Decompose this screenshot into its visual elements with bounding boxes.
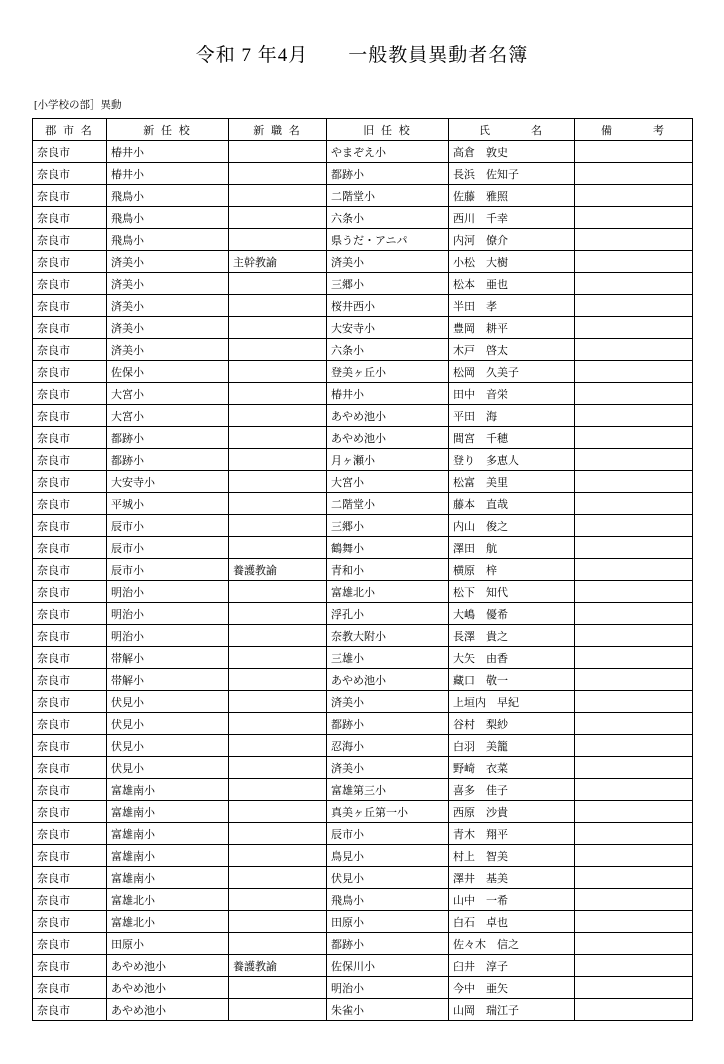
cell-city: 奈良市 — [33, 185, 107, 207]
cell-old-school: 登美ヶ丘小 — [327, 361, 449, 383]
cell-note — [575, 625, 693, 647]
table-row — [33, 669, 693, 691]
cell-city: 奈良市 — [33, 383, 107, 405]
table-row — [33, 625, 693, 647]
cell-new-post — [229, 603, 327, 625]
cell-old-school: 辰市小 — [327, 823, 449, 845]
cell-new-school: 明治小 — [107, 581, 229, 603]
cell-name: 登り 多恵人 — [449, 449, 575, 471]
cell-old-school: 田原小 — [327, 911, 449, 933]
cell-old-school: 青和小 — [327, 559, 449, 581]
cell-name: 村上 智美 — [449, 845, 575, 867]
table-row — [33, 977, 693, 999]
cell-new-post — [229, 581, 327, 603]
cell-new-post — [229, 999, 327, 1021]
cell-note — [575, 141, 693, 163]
cell-old-school: 大安寺小 — [327, 317, 449, 339]
cell-new-post: 養護教諭 — [229, 955, 327, 977]
cell-name: 山岡 瑞江子 — [449, 999, 575, 1021]
cell-old-school: 三郷小 — [327, 273, 449, 295]
table-row — [33, 493, 693, 515]
cell-name: 田中 音栄 — [449, 383, 575, 405]
cell-new-post — [229, 647, 327, 669]
cell-new-school: 伏見小 — [107, 757, 229, 779]
cell-name: 大嶋 優希 — [449, 603, 575, 625]
table-row — [33, 735, 693, 757]
cell-city: 奈良市 — [33, 977, 107, 999]
cell-new-post — [229, 163, 327, 185]
table-row — [33, 339, 693, 361]
cell-new-school: 明治小 — [107, 603, 229, 625]
cell-name: 藏口 敬一 — [449, 669, 575, 691]
cell-old-school: 県うだ・アニパ — [327, 229, 449, 251]
cell-note — [575, 559, 693, 581]
cell-note — [575, 955, 693, 977]
cell-city: 奈良市 — [33, 163, 107, 185]
cell-new-post — [229, 735, 327, 757]
cell-name: 半田 孝 — [449, 295, 575, 317]
cell-note — [575, 603, 693, 625]
cell-old-school: 飛鳥小 — [327, 889, 449, 911]
transfer-roster-table — [32, 118, 693, 1021]
cell-name: 青木 翔平 — [449, 823, 575, 845]
table-row — [33, 405, 693, 427]
table-row — [33, 845, 693, 867]
table-row — [33, 317, 693, 339]
cell-new-school: 辰市小 — [107, 515, 229, 537]
cell-note — [575, 207, 693, 229]
cell-note — [575, 977, 693, 999]
cell-note — [575, 713, 693, 735]
cell-old-school: 明治小 — [327, 977, 449, 999]
table-row — [33, 251, 693, 273]
cell-old-school: あやめ池小 — [327, 427, 449, 449]
cell-old-school: 済美小 — [327, 757, 449, 779]
cell-city: 奈良市 — [33, 449, 107, 471]
cell-name: 白羽 美籠 — [449, 735, 575, 757]
cell-new-post — [229, 471, 327, 493]
cell-note — [575, 933, 693, 955]
cell-new-school: 都跡小 — [107, 427, 229, 449]
cell-city: 奈良市 — [33, 273, 107, 295]
cell-old-school: 桜井西小 — [327, 295, 449, 317]
cell-new-post — [229, 537, 327, 559]
cell-name: 谷村 梨紗 — [449, 713, 575, 735]
cell-new-school: 辰市小 — [107, 537, 229, 559]
table-row — [33, 889, 693, 911]
cell-city: 奈良市 — [33, 251, 107, 273]
cell-new-post — [229, 911, 327, 933]
cell-note — [575, 735, 693, 757]
cell-city: 奈良市 — [33, 823, 107, 845]
cell-new-school: 田原小 — [107, 933, 229, 955]
cell-city: 奈良市 — [33, 405, 107, 427]
cell-name: 喜多 佳子 — [449, 779, 575, 801]
cell-note — [575, 383, 693, 405]
cell-note — [575, 867, 693, 889]
cell-note — [575, 493, 693, 515]
cell-new-school: 済美小 — [107, 273, 229, 295]
cell-old-school: 浮孔小 — [327, 603, 449, 625]
cell-city: 奈良市 — [33, 581, 107, 603]
cell-new-school: 済美小 — [107, 339, 229, 361]
cell-new-school: 富雄南小 — [107, 779, 229, 801]
cell-name: 西川 千幸 — [449, 207, 575, 229]
cell-new-post — [229, 625, 327, 647]
cell-city: 奈良市 — [33, 317, 107, 339]
cell-city: 奈良市 — [33, 757, 107, 779]
cell-old-school: 都跡小 — [327, 163, 449, 185]
cell-note — [575, 229, 693, 251]
cell-name: 澤田 航 — [449, 537, 575, 559]
cell-name: 今中 亜矢 — [449, 977, 575, 999]
cell-note — [575, 317, 693, 339]
cell-note — [575, 295, 693, 317]
cell-new-school: 平城小 — [107, 493, 229, 515]
table-row — [33, 801, 693, 823]
cell-old-school: 済美小 — [327, 251, 449, 273]
cell-city: 奈良市 — [33, 625, 107, 647]
cell-new-school: 飛鳥小 — [107, 185, 229, 207]
cell-old-school: 鳥見小 — [327, 845, 449, 867]
table-row — [33, 691, 693, 713]
cell-old-school: やまぞえ小 — [327, 141, 449, 163]
cell-city: 奈良市 — [33, 207, 107, 229]
cell-new-post — [229, 273, 327, 295]
column-header-new-school: 新 任 校 — [107, 119, 229, 141]
cell-note — [575, 999, 693, 1021]
cell-new-school: 済美小 — [107, 295, 229, 317]
cell-new-school: あやめ池小 — [107, 955, 229, 977]
cell-note — [575, 779, 693, 801]
table-row — [33, 603, 693, 625]
cell-new-school: 富雄南小 — [107, 801, 229, 823]
cell-new-post — [229, 229, 327, 251]
cell-name: 臼井 淳子 — [449, 955, 575, 977]
cell-new-post — [229, 691, 327, 713]
cell-city: 奈良市 — [33, 339, 107, 361]
cell-old-school: 三雄小 — [327, 647, 449, 669]
cell-new-post — [229, 757, 327, 779]
cell-old-school: 奈教大附小 — [327, 625, 449, 647]
cell-new-school: 富雄北小 — [107, 911, 229, 933]
cell-note — [575, 801, 693, 823]
column-header-old-school: 旧 任 校 — [327, 119, 449, 141]
cell-city: 奈良市 — [33, 559, 107, 581]
cell-old-school: 伏見小 — [327, 867, 449, 889]
cell-city: 奈良市 — [33, 735, 107, 757]
cell-new-school: 佐保小 — [107, 361, 229, 383]
cell-name: 野崎 衣菜 — [449, 757, 575, 779]
cell-city: 奈良市 — [33, 603, 107, 625]
table-row — [33, 427, 693, 449]
cell-city: 奈良市 — [33, 933, 107, 955]
table-row — [33, 229, 693, 251]
table-row — [33, 383, 693, 405]
cell-new-post — [229, 207, 327, 229]
cell-name: 大矢 由香 — [449, 647, 575, 669]
cell-new-post — [229, 977, 327, 999]
cell-city: 奈良市 — [33, 889, 107, 911]
table-row — [33, 515, 693, 537]
cell-note — [575, 581, 693, 603]
cell-note — [575, 251, 693, 273]
cell-name: 藤本 直哉 — [449, 493, 575, 515]
cell-note — [575, 669, 693, 691]
cell-new-school: 飛鳥小 — [107, 207, 229, 229]
table-row — [33, 823, 693, 845]
cell-name: 平田 海 — [449, 405, 575, 427]
cell-city: 奈良市 — [33, 493, 107, 515]
cell-note — [575, 163, 693, 185]
cell-note — [575, 515, 693, 537]
cell-city: 奈良市 — [33, 669, 107, 691]
table-header-row — [33, 119, 693, 141]
table-row — [33, 955, 693, 977]
cell-old-school: 鶴舞小 — [327, 537, 449, 559]
cell-note — [575, 845, 693, 867]
cell-old-school: 富雄第三小 — [327, 779, 449, 801]
cell-note — [575, 273, 693, 295]
table-row — [33, 207, 693, 229]
cell-note — [575, 361, 693, 383]
cell-old-school: 忍海小 — [327, 735, 449, 757]
document-page — [0, 40, 724, 1064]
cell-new-post — [229, 449, 327, 471]
cell-new-post — [229, 933, 327, 955]
cell-old-school: 六条小 — [327, 339, 449, 361]
cell-city: 奈良市 — [33, 427, 107, 449]
cell-old-school: 六条小 — [327, 207, 449, 229]
cell-city: 奈良市 — [33, 537, 107, 559]
cell-new-post — [229, 295, 327, 317]
cell-old-school: 都跡小 — [327, 933, 449, 955]
cell-name: 上垣内 早紀 — [449, 691, 575, 713]
cell-name: 松本 亜也 — [449, 273, 575, 295]
cell-note — [575, 537, 693, 559]
page-title: 令和 7 年4月 一般教員異動者名簿 — [195, 45, 529, 66]
cell-note — [575, 427, 693, 449]
cell-note — [575, 405, 693, 427]
column-header-name: 氏 名 — [449, 119, 575, 141]
column-header-new-post: 新 職 名 — [229, 119, 327, 141]
table-row — [33, 911, 693, 933]
cell-new-school: 帯解小 — [107, 647, 229, 669]
cell-new-post — [229, 185, 327, 207]
table-header — [33, 119, 693, 141]
cell-name: 白石 卓也 — [449, 911, 575, 933]
table-row — [33, 163, 693, 185]
table-body — [33, 141, 693, 1021]
table-row — [33, 141, 693, 163]
cell-city: 奈良市 — [33, 867, 107, 889]
cell-new-school: 富雄南小 — [107, 823, 229, 845]
cell-old-school: 富雄北小 — [327, 581, 449, 603]
cell-old-school: 椿井小 — [327, 383, 449, 405]
cell-old-school: 三郷小 — [327, 515, 449, 537]
cell-new-school: 伏見小 — [107, 691, 229, 713]
table-row — [33, 867, 693, 889]
cell-name: 木戸 啓太 — [449, 339, 575, 361]
table-row — [33, 471, 693, 493]
cell-note — [575, 471, 693, 493]
cell-city: 奈良市 — [33, 647, 107, 669]
cell-name: 山中 一希 — [449, 889, 575, 911]
cell-old-school: 大宮小 — [327, 471, 449, 493]
cell-new-post — [229, 339, 327, 361]
cell-note — [575, 449, 693, 471]
cell-new-post — [229, 515, 327, 537]
cell-name: 松富 美里 — [449, 471, 575, 493]
cell-city: 奈良市 — [33, 229, 107, 251]
cell-new-school: 富雄南小 — [107, 867, 229, 889]
cell-new-post — [229, 889, 327, 911]
cell-new-school: 辰市小 — [107, 559, 229, 581]
cell-new-school: 伏見小 — [107, 713, 229, 735]
cell-name: 小松 大樹 — [449, 251, 575, 273]
cell-note — [575, 757, 693, 779]
table-row — [33, 647, 693, 669]
cell-name: 内山 俊之 — [449, 515, 575, 537]
cell-name: 西原 沙貴 — [449, 801, 575, 823]
cell-name: 澤井 基美 — [449, 867, 575, 889]
cell-city: 奈良市 — [33, 955, 107, 977]
cell-new-post — [229, 867, 327, 889]
cell-old-school: 済美小 — [327, 691, 449, 713]
cell-new-post — [229, 405, 327, 427]
cell-city: 奈良市 — [33, 999, 107, 1021]
table-row — [33, 537, 693, 559]
cell-new-school: 富雄南小 — [107, 845, 229, 867]
cell-new-post — [229, 427, 327, 449]
table-row — [33, 933, 693, 955]
cell-new-school: 大宮小 — [107, 383, 229, 405]
cell-note — [575, 339, 693, 361]
cell-name: 松岡 久美子 — [449, 361, 575, 383]
cell-new-post — [229, 823, 327, 845]
table-row — [33, 295, 693, 317]
table-row — [33, 779, 693, 801]
cell-new-school: あやめ池小 — [107, 999, 229, 1021]
cell-note — [575, 889, 693, 911]
table-row — [33, 713, 693, 735]
cell-new-school: 大宮小 — [107, 405, 229, 427]
cell-name: 内河 僚介 — [449, 229, 575, 251]
cell-name: 横原 梓 — [449, 559, 575, 581]
cell-new-school: 済美小 — [107, 317, 229, 339]
cell-name: 豊岡 耕平 — [449, 317, 575, 339]
cell-city: 奈良市 — [33, 801, 107, 823]
cell-note — [575, 647, 693, 669]
cell-new-school: 明治小 — [107, 625, 229, 647]
cell-new-school: あやめ池小 — [107, 977, 229, 999]
cell-new-post: 主幹教諭 — [229, 251, 327, 273]
cell-new-post — [229, 383, 327, 405]
cell-city: 奈良市 — [33, 691, 107, 713]
cell-city: 奈良市 — [33, 361, 107, 383]
cell-old-school: あやめ池小 — [327, 405, 449, 427]
cell-new-school: 椿井小 — [107, 163, 229, 185]
table-row — [33, 999, 693, 1021]
cell-old-school: あやめ池小 — [327, 669, 449, 691]
cell-city: 奈良市 — [33, 845, 107, 867]
cell-city: 奈良市 — [33, 295, 107, 317]
cell-city: 奈良市 — [33, 141, 107, 163]
cell-new-school: 済美小 — [107, 251, 229, 273]
section-label: [小学校の部］異動 — [34, 100, 122, 111]
cell-old-school: 佐保川小 — [327, 955, 449, 977]
cell-name: 間宮 千穂 — [449, 427, 575, 449]
column-header-note: 備 考 — [575, 119, 693, 141]
cell-new-school: 都跡小 — [107, 449, 229, 471]
table-row — [33, 449, 693, 471]
cell-name: 松下 知代 — [449, 581, 575, 603]
cell-note — [575, 911, 693, 933]
table-row — [33, 559, 693, 581]
cell-new-post — [229, 141, 327, 163]
cell-old-school: 都跡小 — [327, 713, 449, 735]
cell-new-post — [229, 493, 327, 515]
cell-name: 長澤 貴之 — [449, 625, 575, 647]
cell-old-school: 月ヶ瀬小 — [327, 449, 449, 471]
cell-new-school: 飛鳥小 — [107, 229, 229, 251]
cell-note — [575, 185, 693, 207]
cell-note — [575, 823, 693, 845]
cell-old-school: 真美ヶ丘第一小 — [327, 801, 449, 823]
cell-name: 長浜 佐知子 — [449, 163, 575, 185]
cell-name: 佐藤 雅照 — [449, 185, 575, 207]
column-header-city: 郡 市 名 — [33, 119, 107, 141]
cell-old-school: 二階堂小 — [327, 185, 449, 207]
cell-note — [575, 691, 693, 713]
cell-city: 奈良市 — [33, 713, 107, 735]
cell-new-post — [229, 317, 327, 339]
cell-new-school: 大安寺小 — [107, 471, 229, 493]
table-row — [33, 273, 693, 295]
cell-new-post — [229, 801, 327, 823]
cell-old-school: 朱雀小 — [327, 999, 449, 1021]
cell-new-post — [229, 713, 327, 735]
cell-new-school: 富雄北小 — [107, 889, 229, 911]
table-row — [33, 361, 693, 383]
cell-new-post — [229, 669, 327, 691]
cell-new-school: 帯解小 — [107, 669, 229, 691]
cell-city: 奈良市 — [33, 515, 107, 537]
cell-new-post — [229, 779, 327, 801]
table-row — [33, 185, 693, 207]
cell-city: 奈良市 — [33, 911, 107, 933]
cell-old-school: 二階堂小 — [327, 493, 449, 515]
cell-new-post: 養護教諭 — [229, 559, 327, 581]
cell-city: 奈良市 — [33, 779, 107, 801]
cell-new-school: 椿井小 — [107, 141, 229, 163]
cell-new-post — [229, 845, 327, 867]
table-row — [33, 757, 693, 779]
cell-name: 高倉 敦史 — [449, 141, 575, 163]
cell-city: 奈良市 — [33, 471, 107, 493]
cell-name: 佐々木 信之 — [449, 933, 575, 955]
cell-new-post — [229, 361, 327, 383]
table-row — [33, 581, 693, 603]
cell-new-school: 伏見小 — [107, 735, 229, 757]
